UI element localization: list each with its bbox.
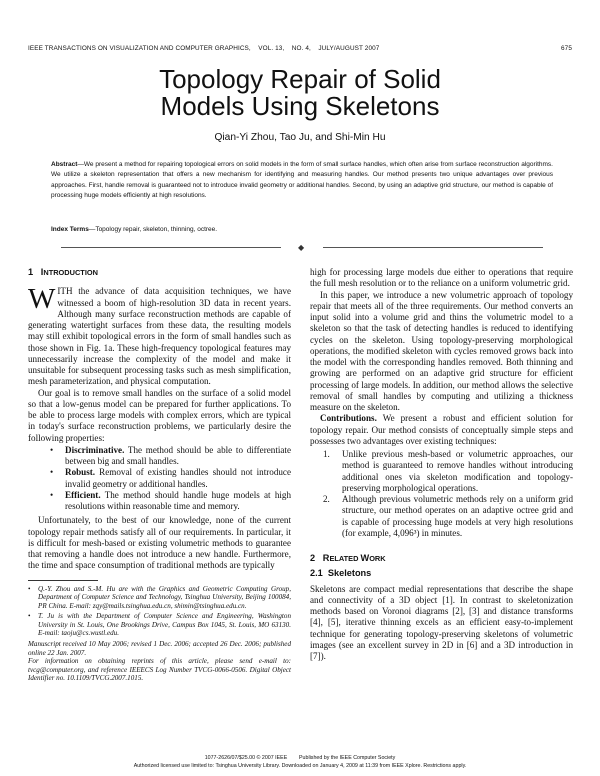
list-item-term: Robust.	[65, 467, 96, 478]
contributions-term: Contributions.	[320, 413, 377, 424]
reprints-info: For information on obtaining reprints of this article, please send e-mail to: tvcg@computer.org, and reference IEEECS Log Number TVCG-0066-0506. Digital Object Identifier no. 10.1109/TVCG.2007.1015.	[28, 657, 291, 683]
section-2-heading	[310, 553, 573, 564]
abstract	[51, 160, 553, 202]
running-header	[28, 45, 572, 52]
section-title-rest: ELATED	[329, 554, 361, 563]
subsection-heading: 2.1 Skeletons	[310, 568, 372, 579]
title-line-1: Topology Repair of Solid	[159, 64, 441, 94]
page-footer	[0, 755, 600, 770]
list-item-text: Removal of existing handles should not introduce invalid geometry or additional handles.	[65, 467, 291, 489]
section-number: 2	[310, 553, 316, 563]
section-title-initial: I	[40, 267, 44, 277]
bullet-icon: •	[50, 489, 54, 500]
authors: Qian-Yi Zhou, Tao Ju, and Shi-Min Hu	[214, 132, 386, 143]
property-list	[28, 445, 291, 513]
list-item-text: Unlike previous mesh-based or volumetric approaches, our method is guaranteed to remove handles without introducing additional ones via skeleton modification and topology-preserving morphological operations.	[342, 449, 573, 493]
index-terms-label: Index Terms	[51, 226, 89, 233]
list-item-number: 1.	[323, 449, 330, 459]
intro-paragraph-2: Our goal is to remove small handles on the surface of a solid model so that a low-genus model can be prepared for further applications. To be able to process large models with complex errors, which are typical in today's surface reconstruction problems, we particularly desire the following properties:	[28, 387, 291, 443]
bullet-icon: •	[50, 444, 54, 455]
section-number: 1	[28, 267, 34, 277]
section-divider	[51, 243, 553, 253]
right-column	[310, 267, 573, 662]
section-title-initial: W	[360, 553, 370, 563]
list-item	[310, 449, 573, 494]
contributions-list	[310, 449, 573, 539]
intro-paragraph-1-text: ITH the advance of data acquisition techniques, we have witnessed a boom of high-resolution 3D data in recent years. Although many surface reconstruction methods are capable of generating watertight surfaces from these data, the resulting models may still exhibit topological errors in the form of small handles such as those shown in Fig. 1a. These high-frequency topological features may unnecessarily increase the complexity of the model and make it unsuitable for subsequent processing tasks such as mesh simplification, mesh parameterization, and physical computation.	[28, 286, 291, 387]
right-paragraph-2: In this paper, we introduce a new volumetric approach of topology repair that meets all of the three requirements. Our method converts an input solid into a volume grid and thins the volumetric model to a skeleton so that the task of detecting handles is reduced to identifying cycles on the skeleton. Using topology-preserving morphological operations, the modified skeleton with cycles removed grows back into the model with the corresponding handles removed. Both thinning and growing are performed on an adaptive grid structure for efficient processing of large models. In addition, our method allows the selective removal of small handles by computing and utilizing a thickness measure on the skeleton.	[310, 289, 573, 412]
bullet-icon: •	[28, 584, 31, 593]
footnote-rule	[28, 580, 98, 581]
list-item-term: Efficient.	[65, 489, 101, 500]
index-terms	[51, 226, 553, 233]
journal-header: IEEE TRANSACTIONS ON VISUALIZATION AND COMPUTER GRAPHICS, VOL. 13, NO. 4, JULY/AUGUST 2007	[28, 45, 380, 52]
abstract-text: —We present a method for repairing topological errors on solid models in the form of small surface handles, which often arise from surface reconstruction algorithms. We utilize a skeleton representation that offers a new mechanism for identifying and measuring handles. Our method presents two unique advantages over previous approaches. First, handle removal is guaranteed not to introduce invalid geometry or additional handles. Second, by using an adaptive grid structure, our method is capable of processing huge models efficiently at high resolutions.	[51, 161, 553, 200]
contributions-paragraph	[310, 413, 573, 447]
list-item	[310, 494, 573, 539]
bullet-icon: •	[28, 612, 31, 621]
section-title-rest: NTRODUCTION	[43, 268, 98, 277]
footnote-item	[28, 585, 291, 611]
drop-cap: W	[28, 283, 56, 316]
divider-diamond-icon: ◆	[298, 243, 305, 252]
title-line-2: Models Using Skeletons	[160, 91, 440, 121]
list-item-text: The method should handle huge models at high resolutions within reasonable time and memory.	[65, 489, 291, 511]
intro-paragraph-1	[28, 283, 291, 387]
contributions-text: We present a robust and efficient solution for topology repair. Our method consists of conceptually simple steps and possesses two advantages over existing techniques:	[310, 413, 573, 446]
list-item-number: 2.	[323, 494, 330, 504]
footnote-text: Q.-Y. Zhou and S.-M. Hu are with the Graphics and Geometric Computing Group, Department of Computer Science and Technology, Tsinghua University, Beijing 100084, PR China. E-mail: zqy@mails.tsinghua.edu.cn, shimin@tsinghua.edu.cn.	[38, 584, 291, 610]
list-item-text: The method should be able to differentiate between big and small handles.	[65, 444, 291, 466]
page-number: 675	[561, 45, 572, 52]
list-item	[28, 445, 291, 468]
copyright-line: 1077-2626/07/$25.00 © 2007 IEEE Published by the IEEE Computer Society	[204, 755, 396, 761]
bullet-icon: •	[50, 467, 54, 478]
section-1-heading	[28, 267, 291, 278]
index-terms-text: —Topology repair, skeleton, thinning, octree.	[88, 226, 218, 233]
section-title-rest: ORK	[369, 554, 386, 563]
divider-line-left	[61, 247, 281, 248]
footnote-item	[28, 612, 291, 638]
manuscript-dates: Manuscript received 10 May 2006; revised 1 Dec. 2006; accepted 26 Dec. 2006; published online 22 Jan. 2007.	[28, 640, 291, 657]
list-item-term: Discriminative.	[65, 444, 125, 455]
right-paragraph-1: high for processing large models due either to operations that require the full mesh resolution or to the reliance on a uniform volumetric grid.	[310, 267, 573, 289]
divider-line-right	[323, 247, 543, 248]
intro-paragraph-3: Unfortunately, to the best of our knowledge, none of the current topology repair methods satisfy all of our requirements. In particular, it is difficult for mesh-based or existing volumetric methods to guarantee that removing a handle does not introduce a new handle. Furthermore, the time and space consumption of traditional methods are typically	[28, 515, 291, 571]
list-item	[28, 490, 291, 513]
footnote-text: T. Ju is with the Department of Computer Science and Engineering, Washington University in St. Louis, One Brookings Drive, Campus Box 1045, St. Louis, MO 63130. E-mail: taoju@cs.wustl.edu.	[38, 612, 291, 638]
skeletons-paragraph: Skeletons are compact medial representations that describe the shape and connectivity of a 3D object [1]. In contrast to skeletonization methods based on Voronoi diagrams [2], [3] and distance transforms [4], [5], iterative thinning excels as an efficient easy-to-implement technique for generating topology-preserving skeletons of volumetric images (see an excellent survey in 2D in [6] and a 3D introduction in [7]).	[310, 583, 573, 661]
list-item	[28, 467, 291, 490]
left-column	[28, 267, 291, 683]
paper-title	[0, 66, 600, 120]
license-line: Authorized licensed use limited to: Tsinghua University Library. Downloaded on January 4, 2009 at 11:39 from IEEE Xplore. Restrictions apply.	[133, 762, 467, 769]
list-item-text: Although previous volumetric methods rely on a uniform grid structure, our method operates on an adaptive octree grid and is capable of processing huge models at very high resolutions (for example, 4,096³) in minutes.	[342, 494, 573, 538]
section-title-initial: R	[322, 553, 330, 563]
footnotes	[28, 585, 291, 684]
abstract-label: Abstract	[51, 161, 78, 168]
